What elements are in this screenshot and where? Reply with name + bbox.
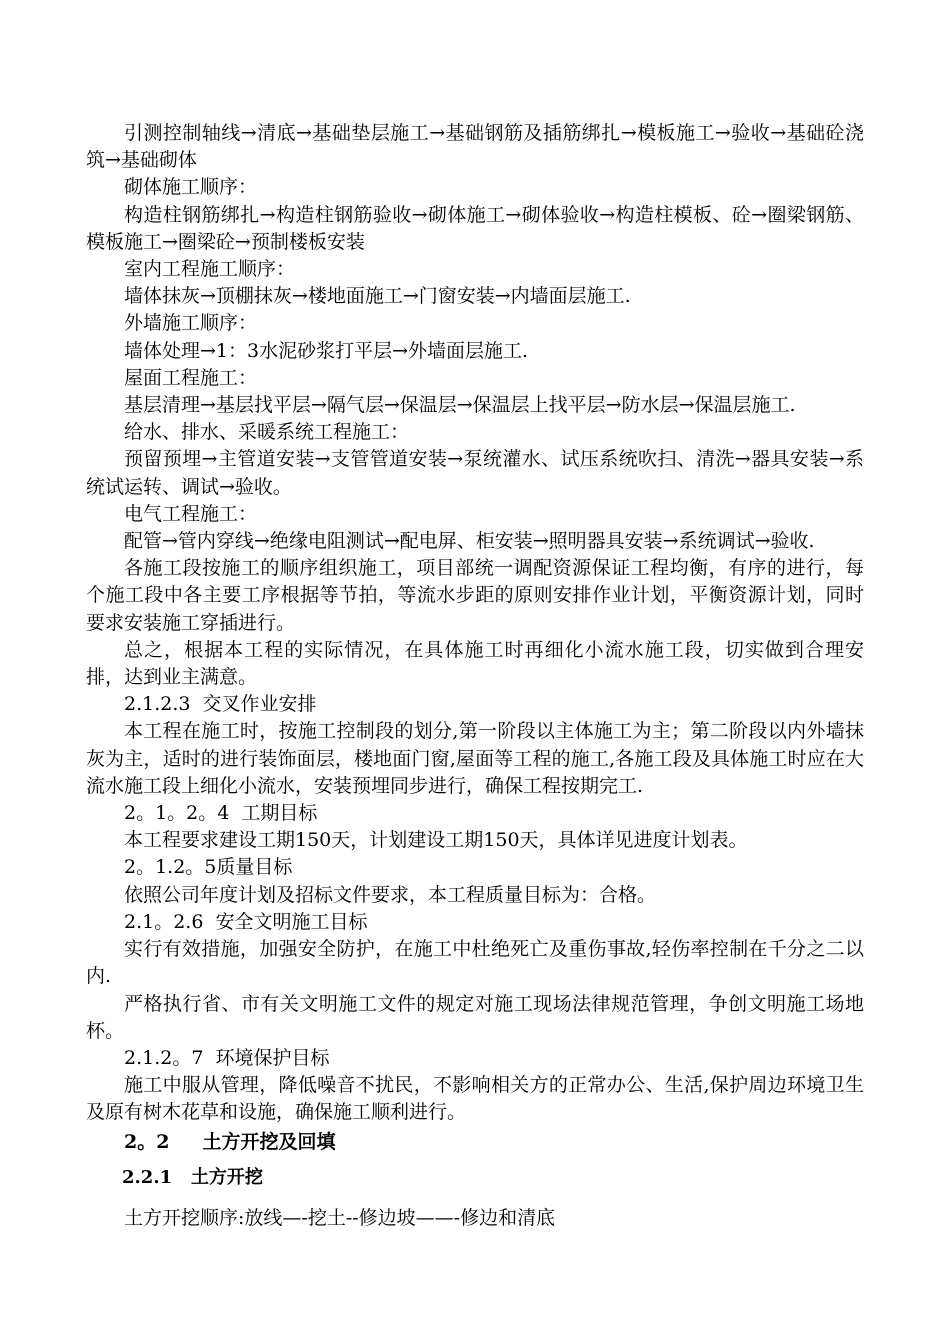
paragraph: 依照公司年度计划及招标文件要求，本工程质量目标为：合格。 — [124, 883, 657, 906]
paragraph: 构造柱钢筋绑扎→构造柱钢筋验收→砌体施工→砌体验收→构造柱模板、砼→圈梁钢筋、模板施工→圈梁砼→预制楼板安装 — [86, 203, 864, 253]
paragraph: 外墙施工顺序： — [124, 312, 258, 335]
paragraph: 本工程要求建设工期150天，计划建设工期150天，具体详见进度计划表。 — [124, 829, 748, 852]
section-heading-2-2: 2。2 土方开挖及回填 — [124, 1130, 336, 1153]
paragraph: 给水、排水、采暖系统工程施工： — [124, 421, 410, 444]
paragraph: 电气工程施工： — [124, 502, 258, 525]
paragraph: 屋面工程施工： — [124, 366, 258, 389]
paragraph: 配管→管内穿线→绝缘电阻测试→配电屏、柜安装→照明器具安装→系统调试→验收. — [124, 530, 815, 553]
paragraph: 室内工程施工顺序： — [124, 258, 296, 281]
paragraph: 实行有效措施，加强安全防护，在施工中杜绝死亡及重伤事故,轻伤率控制在千分之二以内. — [86, 938, 864, 988]
subsection-heading: 2.1。2.6 安全文明施工目标 — [124, 910, 368, 933]
subsection-heading: 2.1.2.3 交叉作业安排 — [124, 693, 317, 716]
subsection-heading: 2。1。2。4 工期目标 — [124, 802, 318, 825]
document-body — [86, 120, 864, 1232]
paragraph: 预留预埋→主管道安装→支管管道安装→泵统灌水、试压系统吹扫、清洗→器具安装→系统试运转、调试→验收。 — [86, 448, 864, 498]
paragraph: 本工程在施工时，按施工控制段的划分,第一阶段以主体施工为主；第二阶段以内外墙抹灰为主，适时的进行装饰面层，楼地面门窗,屋面等工程的施工,各施工段及具体施工时应在大流水施工段上细化小流水，安装预埋同步进行，确保工程按期完工. — [86, 720, 864, 797]
paragraph: 基层清理→基层找平层→隔气层→保温层→保温层上找平层→防水层→保温层施工. — [124, 394, 796, 417]
paragraph: 严格执行省、市有关文明施工文件的规定对施工现场法律规范管理，争创文明施工场地杯。 — [86, 992, 864, 1042]
paragraph: 墙体抹灰→顶棚抹灰→楼地面施工→门窗安装→内墙面层施工. — [124, 285, 631, 308]
paragraph: 引测控制轴线→清底→基础垫层施工→基础钢筋及插筋绑扎→模板施工→验收→基础砼浇筑→基础砌体 — [86, 122, 864, 172]
paragraph: 墙体处理→1：3水泥砂浆打平层→外墙面层施工. — [124, 339, 529, 362]
paragraph: 各施工段按施工的顺序组织施工，项目部统一调配资源保证工程均衡，有序的进行，每个施工段中各主要工序根据等节拍，等流水步距的原则安排作业计划，平衡资源计划，同时要求安装施工穿插进行。 — [86, 557, 864, 634]
paragraph: 土方开挖顺序:放线—-挖土--修边坡——-修边和清底 — [124, 1206, 556, 1229]
subsection-heading: 2。1.2。5质量目标 — [124, 856, 293, 879]
paragraph: 总之，根据本工程的实际情况，在具体施工时再细化小流水施工段，切实做到合理安排，达到业主满意。 — [86, 638, 864, 689]
paragraph: 施工中服从管理，降低噪音不扰民，不影响相关方的正常办公、生活,保护周边环境卫生及原有树木花草和设施，确保施工顺利进行。 — [86, 1074, 864, 1124]
paragraph: 砌体施工顺序： — [124, 176, 258, 199]
subsection-heading: 2.1.2。7 环境保护目标 — [124, 1046, 330, 1069]
section-heading-2-2-1: 2.2.1 土方开挖 — [122, 1166, 263, 1188]
